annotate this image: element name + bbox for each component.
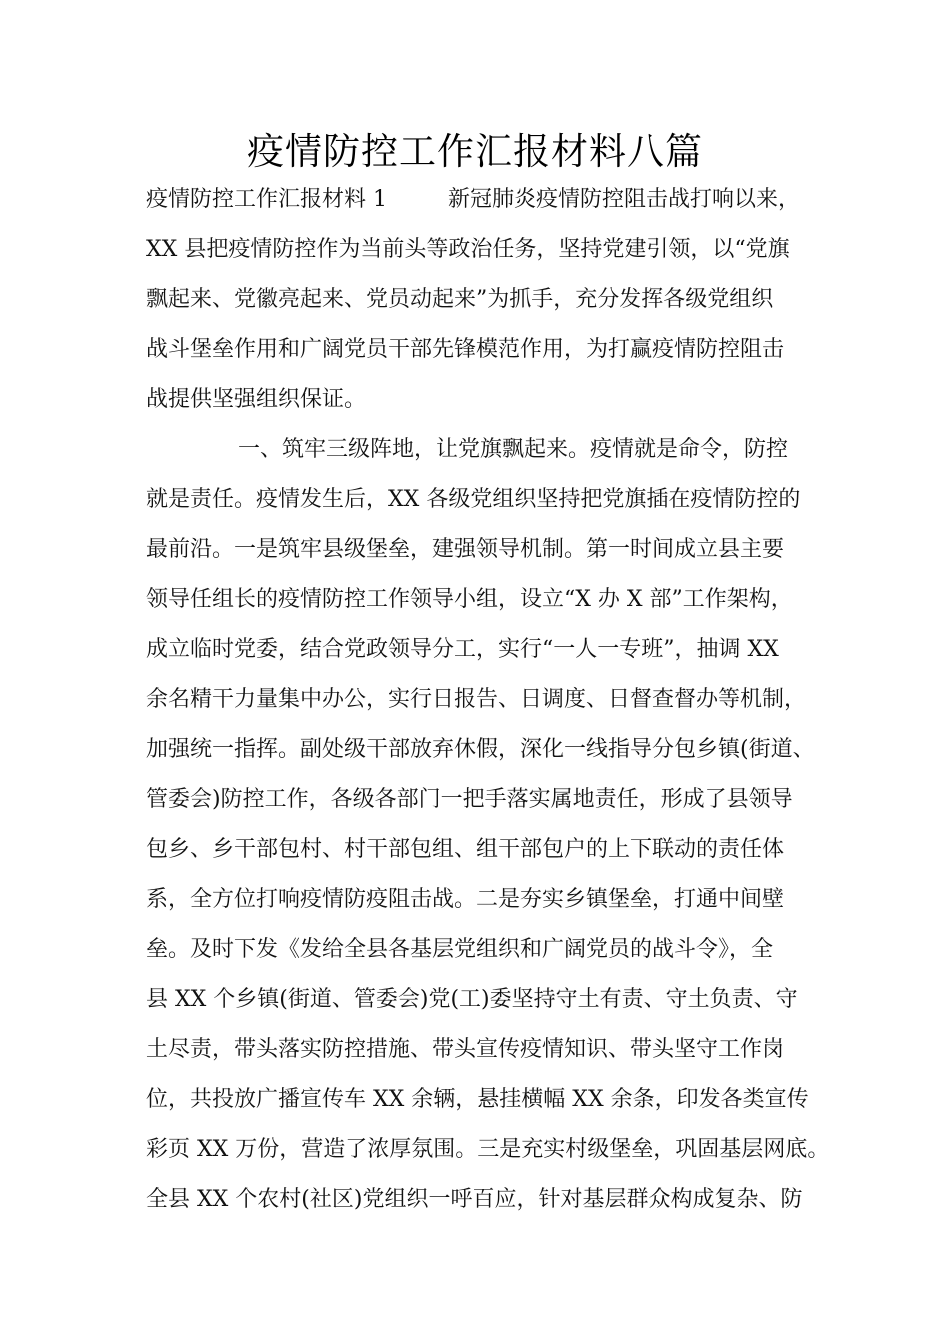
document-title: 疫情防控工作汇报材料八篇 bbox=[247, 130, 703, 173]
paragraph-line: 战提供坚强组织保证。 bbox=[146, 387, 367, 412]
paragraph-line: 加强统一指挥。副处级干部放弃休假，深化一线指导分包乡镇(街道、 bbox=[146, 737, 815, 762]
paragraph-line: 最前沿。一是筑牢县级堡垒，建强领导机制。第一时间成立县主要 bbox=[146, 537, 785, 562]
paragraph-line: 县 XX 个乡镇(街道、管委会)党(工)委坚持守土有责、守土负责、守 bbox=[146, 987, 798, 1012]
paragraph-line: 领导任组长的疫情防控工作领导小组，设立“X 办 X 部”工作架构， bbox=[146, 587, 793, 612]
paragraph-line: 全县 XX 个农村(社区)党组织一呼百应，针对基层群众构成复杂、防 bbox=[146, 1187, 803, 1212]
paragraph-line: 飘起来、党徽亮起来、党员动起来”为抓手，充分发挥各级党组织 bbox=[146, 287, 774, 312]
section-heading-1: 疫情防控工作汇报材料 1 bbox=[146, 187, 387, 212]
paragraph-line: 新冠肺炎疫情防控阻击战打响以来， bbox=[448, 187, 801, 212]
paragraph-line: 余名精干力量集中办公，实行日报告、日调度、日督查督办等机制， bbox=[146, 687, 807, 712]
paragraph-line: 一、筑牢三级阵地，让党旗飘起来。疫情就是命令，防控 bbox=[238, 437, 789, 462]
paragraph-line: 包乡、乡干部包村、村干部包组、组干部包户的上下联动的责任体 bbox=[146, 837, 785, 862]
paragraph-line: 战斗堡垒作用和广阔党员干部先锋模范作用，为打赢疫情防控阻击 bbox=[146, 337, 785, 362]
paragraph-line: 垒。及时下发《发给全县各基层党组织和广阔党员的战斗令》，全 bbox=[146, 937, 774, 962]
paragraph-line: 土尽责，带头落实防控措施、带头宣传疫情知识、带头坚守工作岗 bbox=[146, 1037, 785, 1062]
paragraph-line: 管委会)防控工作，各级各部门一把手落实属地责任，形成了县领导 bbox=[146, 787, 793, 812]
paragraph-line: 成立临时党委，结合党政领导分工，实行“一人一专班”，抽调 XX bbox=[146, 637, 779, 662]
paragraph-line: 彩页 XX 万份，营造了浓厚氛围。三是充实村级堡垒，巩固基层网底。 bbox=[146, 1137, 830, 1162]
paragraph-line: XX 县把疫情防控作为当前头等政治任务，坚持党建引领，以“党旗 bbox=[146, 237, 790, 262]
paragraph-line: 系，全方位打响疫情防疫阻击战。二是夯实乡镇堡垒，打通中间壁 bbox=[146, 887, 785, 912]
paragraph-line: 就是责任。疫情发生后，XX 各级党组织坚持把党旗插在疫情防控的 bbox=[146, 487, 801, 512]
paragraph-line: 位，共投放广播宣传车 XX 余辆，悬挂横幅 XX 余条，印发各类宣传 bbox=[146, 1087, 809, 1112]
